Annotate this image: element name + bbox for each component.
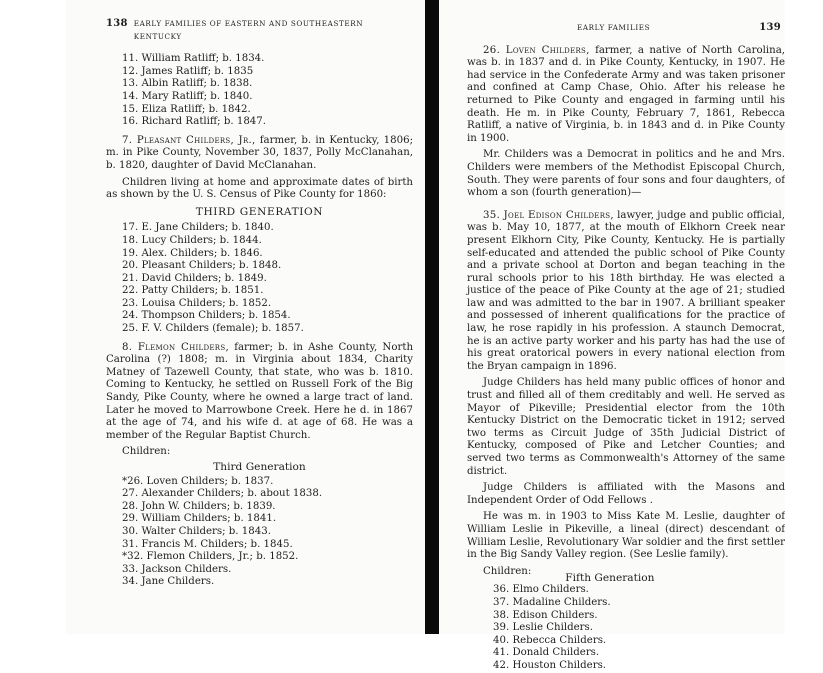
list-item: 13. Albin Ratliff; b. 1838. — [122, 78, 253, 90]
entry-name: 35. Joel Edison Childers, — [483, 209, 614, 221]
paragraph-democrat: Mr. Childers was a Democrat in politics and he and Mrs. Childers were members of the Methodist Episcopal Church, South. They were parents of four sons and four daughters, of whom a son (fourth generation)— — [467, 149, 785, 199]
list-item: 21. David Childers; b. 1849. — [122, 272, 267, 284]
entry-text: farmer, a native of North Carolina, was b. in 1837 and d. in Pike County, Kentucky, in 1907. He had service in the Confederate Army and was taken prisoner and confined at Camp Chase, Ohio. After his release he returned to Pike County and engaged in farming until his death. He m. in Pike County, February 7, 1861, Rebecca Ratliff, a native of Virginia, b. in 1843 and d. in Pike County in 1900. — [467, 44, 786, 144]
book-gutter — [425, 0, 439, 634]
list-item: 37. Madaline Childers. — [493, 596, 611, 608]
list-item: 30. Walter Childers; b. 1843. — [122, 525, 271, 537]
list-item: 23. Louisa Childers; b. 1852. — [122, 297, 272, 309]
list-item: 41. Donald Childers. — [493, 647, 600, 659]
paragraph-masons: Judge Childers is affiliated with the Masons and Independent Order of Odd Fellows . — [467, 482, 785, 506]
left-running-head — [106, 18, 413, 43]
entry-name: 7. Pleasant Childers, Jr., — [122, 134, 256, 146]
list-item: *32. Flemon Childers, Jr.; b. 1852. — [122, 551, 299, 563]
list-item: 14. Mary Ratliff; b. 1840. — [122, 90, 253, 102]
list-item: 33. Jackson Childers. — [122, 563, 232, 575]
right-page — [439, 0, 786, 671]
ratliff-children-list — [106, 53, 413, 129]
right-running-head — [467, 22, 785, 35]
scan-margin-left — [0, 0, 66, 634]
list-item: 11. William Ratliff; b. 1834. — [122, 53, 265, 65]
list-item: 40. Rebecca Childers. — [493, 634, 607, 646]
list-item: 12. James Ratliff; b. 1835 — [122, 65, 254, 77]
paragraph-judge: Judge Childers has held many public offices of honor and trust and filled all of them creditably and well. He served as Mayor of Pikeville; Presidential elector from the 10th Kentucky District on the Democratic ticket in 1912; served two terms as Circuit Judge of 35th Judicial District of Kentucky, composed of Pike and Letcher Counties; and served two terms as Commonwealth's Attorney of the same district. — [467, 377, 785, 477]
list-item: 25. F. V. Childers (female); b. 1857. — [122, 323, 304, 335]
list-item: 20. Pleasant Childers; b. 1848. — [122, 260, 282, 272]
children-label: Children: — [483, 565, 532, 577]
list-item: 36. Elmo Childers. — [493, 584, 589, 596]
list-item: *26. Loven Childers; b. 1837. — [122, 475, 274, 487]
generation-heading: Fifth Generation — [565, 571, 655, 584]
running-title: EARLY FAMILIES OF EASTERN AND SOUTHEASTERN KENTUCKY — [133, 19, 364, 41]
generation-heading: Third Generation — [213, 461, 306, 473]
generation-heading: THIRD GENERATION — [195, 205, 324, 218]
list-item: 27. Alexander Childers; b. about 1838. — [122, 488, 323, 500]
paragraph-joel-edison-childers — [467, 210, 785, 374]
list-item: 39. Leslie Childers. — [493, 622, 594, 634]
list-item: 24. Thompson Childers; b. 1854. — [122, 310, 291, 322]
entry-text: lawyer, judge and public official, was b. May 10, 1877, at the mouth of Elkhorn Creek near present Elkhorn City, Pike County, Kentucky. He is partially self-educated and attended the public school of Pike County and a private school at Dorton and began teaching in the rural schools prior to his 18th birthday. He was elected a justice of the peace of Pike County at the age of 21; studied law and was admitted to the bar in 1907. A brilliant speaker and possessed of inherent qualifications for the practice of law, he rose rapidly in his profession. A staunch Democrat, he is an active party worker and his party has had the use of his great oratorical powers in every national election from the Bryan campaign in 1896. — [467, 209, 786, 372]
flemon-children-list — [106, 476, 413, 589]
scan-margin-right — [785, 0, 823, 634]
pleasant-children-list — [106, 222, 413, 335]
paragraph-loven-childers — [467, 45, 785, 146]
paragraph-flemon-childers — [106, 342, 413, 443]
list-item: 15. Eliza Ratliff; b. 1842. — [122, 103, 251, 115]
list-item: 38. Edison Childers. — [493, 609, 598, 621]
list-item: 34. Jane Childers. — [122, 576, 215, 588]
entry-text: farmer, b. in Kentucky, 1806; m. in Pike County, November 30, 1837, Polly McClanahan, b. 1820, daughter of David McClanahan. — [106, 134, 413, 171]
paragraph-married: He was m. in 1903 to Miss Kate M. Leslie, daughter of William Leslie in Pikeville, a lineal (direct) descendant of William Leslie, Revolutionary War soldier and the first settler in the Big Sandy Valley region. (See Leslie family). — [467, 511, 785, 561]
page-number: 139 — [759, 22, 781, 33]
list-item: 18. Lucy Childers; b. 1844. — [122, 234, 262, 246]
page-number: 138 — [106, 18, 128, 29]
children-label: Children: — [122, 446, 171, 458]
list-item: 19. Alex. Childers; b. 1846. — [122, 247, 263, 259]
paragraph-pleasant-childers — [106, 135, 413, 173]
running-title: EARLY FAMILIES — [577, 23, 651, 32]
list-item: 29. William Childers; b. 1841. — [122, 513, 277, 525]
list-item: 42. Houston Childers. — [493, 659, 607, 671]
list-item: 22. Patty Childers; b. 1851. — [122, 285, 264, 297]
list-item: 16. Richard Ratliff; b. 1847. — [122, 116, 266, 128]
joel-children-list — [477, 584, 785, 672]
entry-name: 26. Loven Childers, — [483, 44, 590, 56]
list-item: 28. John W. Childers; b. 1839. — [122, 500, 276, 512]
entry-text: farmer; b. in Ashe County, North Carolina (?) 1808; m. in Virginia about 1834, Charity Matney of Tazewell County, that state, who was b. 1810. Coming to Kentucky, he settled on Russell Fork of the Big Sandy, Pike County, where he owned a large tract of land. Later he moved to Marrowbone Creek. Here he d. in 1867 at the age of 74, and his wife d. at age of 68. He was a member of the Regular Baptist Church. — [106, 341, 414, 441]
list-item: 31. Francis M. Childers; b. 1845. — [122, 538, 293, 550]
entry-name: 8. Flemon Childers, — [122, 341, 230, 353]
paragraph-census: Children living at home and approximate dates of birth as shown by the U. S. Census of Pike County for 1860: — [106, 176, 413, 201]
children-heading-row — [483, 566, 785, 585]
left-page — [66, 0, 425, 634]
list-item: 17. E. Jane Childers; b. 1840. — [122, 222, 274, 234]
